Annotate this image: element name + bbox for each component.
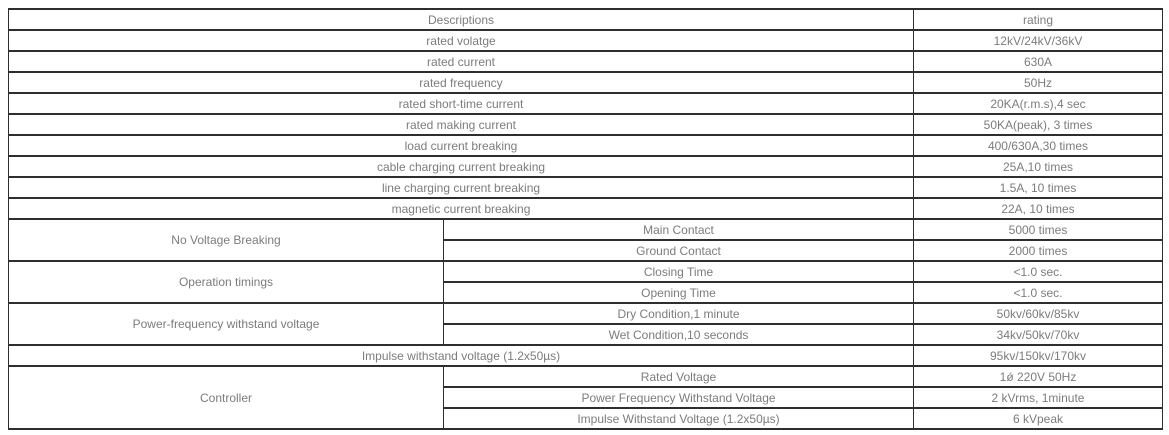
spec-rating-cell: 2000 times: [914, 240, 1163, 261]
sub-item-cell: Rated Voltage: [444, 366, 914, 387]
specifications-table: [8, 8, 1163, 430]
header-rating-cell: rating: [914, 9, 1163, 30]
group-label-cell: Controller: [9, 366, 444, 429]
group-label-cell: Power-frequency withstand voltage: [9, 303, 444, 345]
table-row: [9, 135, 1163, 156]
spec-name-cell: line charging current breaking: [9, 177, 914, 198]
spec-name-cell: rated volatge: [9, 30, 914, 51]
sub-item-cell: Opening Time: [444, 282, 914, 303]
spec-rating-cell: 50Hz: [914, 72, 1163, 93]
table-row: [9, 114, 1163, 135]
spec-rating-cell: 50kv/60kv/85kv: [914, 303, 1163, 324]
spec-rating-cell: 34kv/50kv/70kv: [914, 324, 1163, 345]
spec-rating-cell: <1.0 sec.: [914, 261, 1163, 282]
spec-name-cell: rated frequency: [9, 72, 914, 93]
spec-rating-cell: 50KA(peak), 3 times: [914, 114, 1163, 135]
table-row: [9, 366, 1163, 387]
table-row: [9, 72, 1163, 93]
table-row: [9, 156, 1163, 177]
table-row: [9, 345, 1163, 366]
spec-rating-cell: 95kv/150kv/170kv: [914, 345, 1163, 366]
group-label-cell: No Voltage Breaking: [9, 219, 444, 261]
spec-rating-cell: 5000 times: [914, 219, 1163, 240]
spec-name-cell: magnetic current breaking: [9, 198, 914, 219]
spec-name-cell: rated making current: [9, 114, 914, 135]
spec-rating-cell: 6 kVpeak: [914, 408, 1163, 429]
sub-item-cell: Main Contact: [444, 219, 914, 240]
table-row: [9, 51, 1163, 72]
group-label-cell: Operation timings: [9, 261, 444, 303]
spec-rating-cell: <1.0 sec.: [914, 282, 1163, 303]
spec-rating-cell: 22A, 10 times: [914, 198, 1163, 219]
table-row: [9, 198, 1163, 219]
spec-rating-cell: 2 kVrms, 1minute: [914, 387, 1163, 408]
sub-item-cell: Closing Time: [444, 261, 914, 282]
sub-item-cell: Wet Condition,10 seconds: [444, 324, 914, 345]
table-row: [9, 303, 1163, 324]
spec-rating-cell: 1ǿ 220V 50Hz: [914, 366, 1163, 387]
spec-rating-cell: 12kV/24kV/36kV: [914, 30, 1163, 51]
spec-rating-cell: 1.5A, 10 times: [914, 177, 1163, 198]
table-row: [9, 93, 1163, 114]
spec-rating-cell: 20KA(r.m.s),4 sec: [914, 93, 1163, 114]
spec-name-cell: cable charging current breaking: [9, 156, 914, 177]
spec-rating-cell: 630A: [914, 51, 1163, 72]
spec-rating-cell: 25A,10 times: [914, 156, 1163, 177]
table-row: [9, 177, 1163, 198]
spec-name-cell: Impulse withstand voltage (1.2x50µs): [9, 345, 914, 366]
table-row: [9, 261, 1163, 282]
spec-name-cell: load current breaking: [9, 135, 914, 156]
table-header-row: [9, 9, 1163, 30]
sub-item-cell: Power Frequency Withstand Voltage: [444, 387, 914, 408]
sub-item-cell: Ground Contact: [444, 240, 914, 261]
table-row: [9, 30, 1163, 51]
header-descriptions-cell: Descriptions: [9, 9, 914, 30]
spec-name-cell: rated short-time current: [9, 93, 914, 114]
table-row: [9, 219, 1163, 240]
spec-rating-cell: 400/630A,30 times: [914, 135, 1163, 156]
sub-item-cell: Dry Condition,1 minute: [444, 303, 914, 324]
sub-item-cell: Impulse Withstand Voltage (1.2x50µs): [444, 408, 914, 429]
spec-name-cell: rated current: [9, 51, 914, 72]
